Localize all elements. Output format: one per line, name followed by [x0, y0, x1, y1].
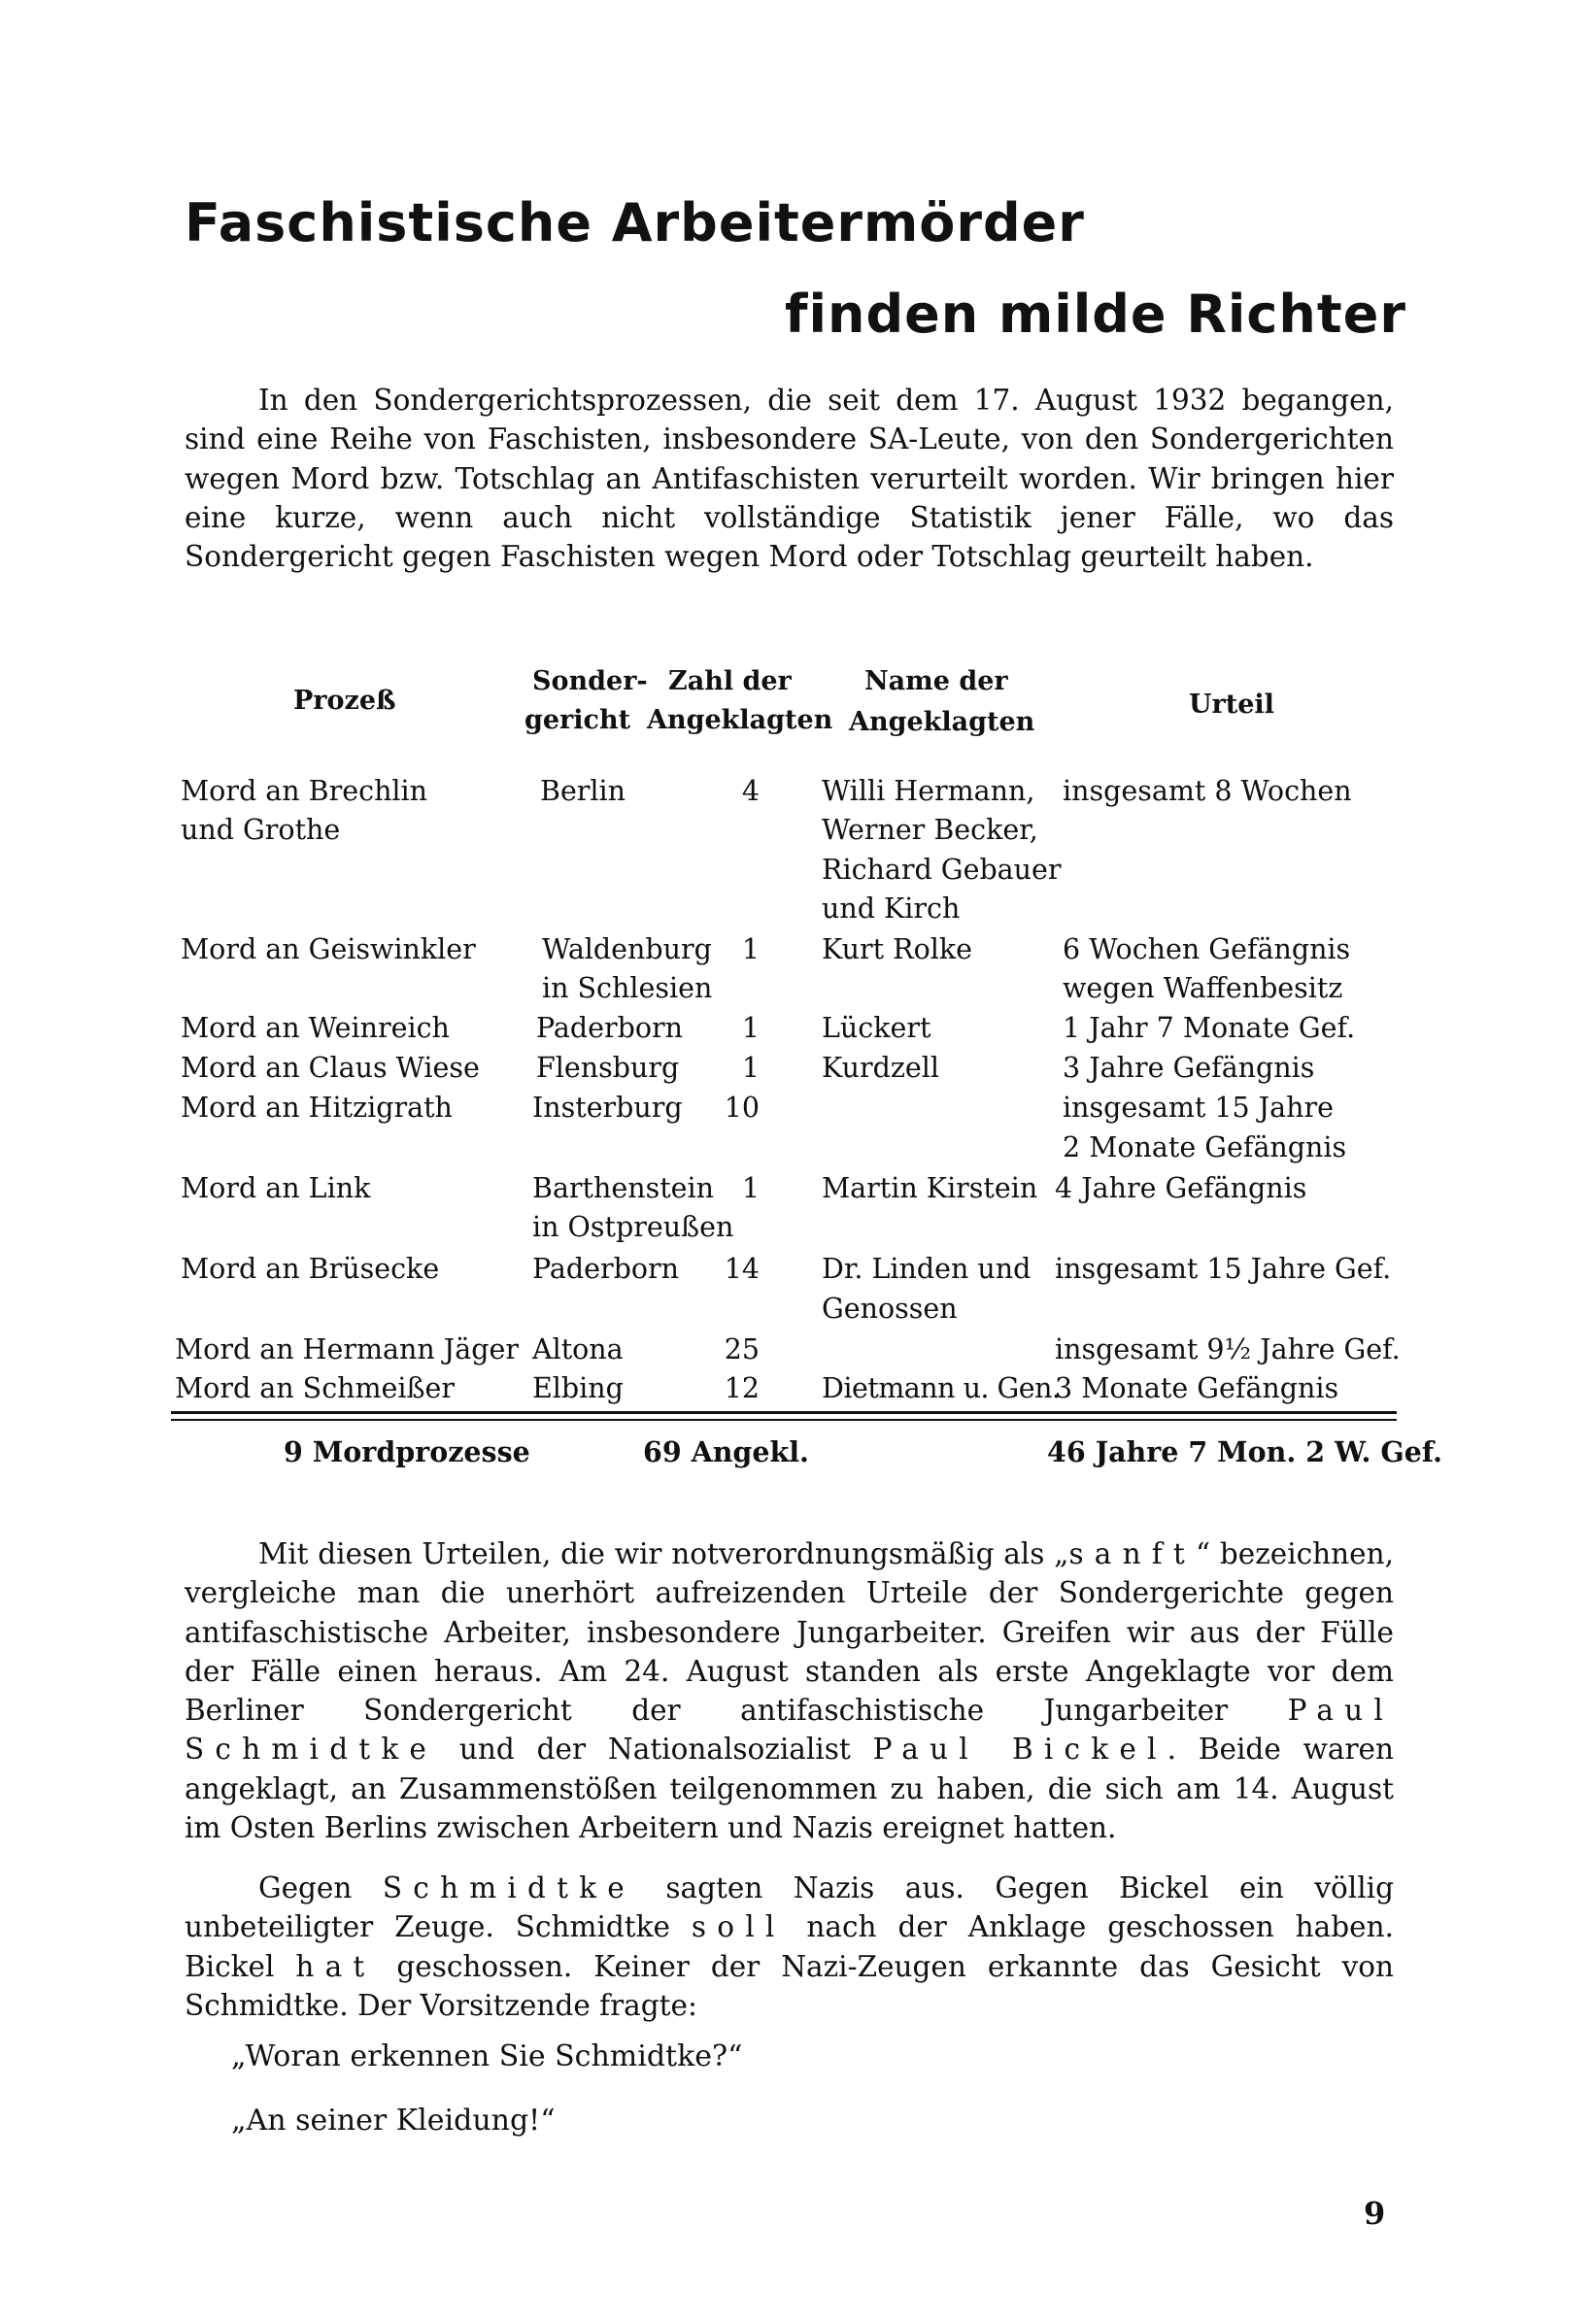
text-run: sagten Nazis aus. Gegen Bickel ein völlig unbeteiligter Zeuge. Schmidtke: [185, 1871, 1394, 1944]
spaced-text: hat: [295, 1949, 376, 1983]
quote-question: „Woran erkennen Sie Schmidtke?“: [231, 2039, 743, 2073]
table-cell: Dr. Linden und: [822, 1253, 1032, 1285]
heading-line-1: Faschistische Arbeitermörder: [185, 192, 1085, 253]
text-run: Gegen: [258, 1871, 383, 1904]
table-cell: 25: [724, 1333, 760, 1365]
table-cell: 14: [724, 1253, 760, 1285]
table-cell: insgesamt 15 Jahre Gef.: [1055, 1253, 1392, 1285]
table-cell: 3 Jahre Gefängnis: [1063, 1052, 1315, 1084]
table-cell: 4 Jahre Gefängnis: [1055, 1172, 1307, 1204]
total-angeklagte: 69 Angekl.: [643, 1435, 809, 1468]
text-run: . Beide waren angeklagt, an Zusammenstößen teilgenommen zu haben, die sich am 14. August im Osten Berlins zwischen Arbeitern und Nazis ereignet hatten.: [185, 1733, 1395, 1845]
table-cell: Mord an Link: [181, 1172, 371, 1204]
col-header-zahl-1: Zahl der: [668, 666, 792, 696]
table-cell: 1: [741, 933, 760, 965]
table-cell: Mord an Hermann Jäger: [175, 1333, 519, 1365]
table-rule: [171, 1419, 1397, 1421]
spaced-text: Paul Schmidtke: [185, 1694, 1394, 1767]
table-cell: Berlin: [540, 775, 626, 807]
table-cell: Waldenburg: [542, 933, 712, 965]
table-cell: Willi Hermann,: [822, 775, 1035, 807]
table-cell: Lückert: [822, 1012, 931, 1044]
table-cell: Kurdzell: [822, 1052, 939, 1084]
total-prozesse: 9 Mordprozesse: [284, 1435, 530, 1468]
table-cell: Mord an Claus Wiese: [181, 1052, 480, 1084]
table-cell: Flensburg: [536, 1052, 680, 1084]
spaced-text: sanft: [1068, 1537, 1197, 1570]
quote-answer: „An seiner Kleidung!“: [231, 2104, 556, 2138]
table-cell: insgesamt 15 Jahre: [1063, 1092, 1334, 1124]
table-cell: Richard Gebauer: [822, 854, 1062, 886]
col-header-urteil: Urteil: [1189, 690, 1274, 720]
page-number: 9: [1364, 2195, 1386, 2232]
table-cell: 1 Jahr 7 Monate Gef.: [1063, 1012, 1356, 1044]
text-run: “ bezeichnen, vergleiche man die unerhört aufreizenden Urteile der Sondergerichte gegen antifaschistische Arbeiter, insbesondere Jungarbeiter. Greifen wir aus der Fülle der Fälle einen heraus. Am 24. August standen als erste Angeklagte vor dem Berliner Sondergericht der antifaschistische Jungarbeiter: [185, 1537, 1394, 1728]
table-cell: Mord an Weinreich: [181, 1012, 450, 1044]
col-header-name-1: Name der: [864, 666, 1008, 696]
body-paragraph-2: [185, 1534, 1394, 1847]
table-cell: 1: [741, 1172, 760, 1204]
table-cell: 1: [741, 1052, 760, 1084]
col-header-gericht-2: gericht: [524, 705, 631, 735]
heading-line-2: finden milde Richter: [785, 284, 1406, 345]
table-cell: Dietmann u. Gen.: [822, 1372, 1061, 1404]
table-rule: [171, 1411, 1397, 1414]
text-run: Mit diesen Urteilen, die wir notverordnungsmäßig als „: [258, 1537, 1069, 1570]
table-cell: 4: [741, 775, 760, 807]
intro-paragraph: In den Sondergerichtsprozessen, die seit dem 17. August 1932 begangen, sind eine Reihe von Faschisten, insbesondere SA-Leute, von den Sondergerichten wegen Mord bzw. Totschlag an Antifaschisten verurteilt worden. Wir bringen hier eine kurze, wenn auch nicht vollständige Statistik jener Fälle, wo das Sondergericht gegen Faschisten wegen Mord oder Totschlag geurteilt haben.: [185, 384, 1394, 574]
table-cell: Kurt Rolke: [822, 933, 973, 965]
table-cell: und Kirch: [822, 893, 961, 925]
spaced-text: Schmidtke: [382, 1871, 635, 1904]
table-cell: insgesamt 8 Wochen: [1063, 775, 1352, 807]
table-cell: Genossen: [822, 1293, 958, 1325]
table-cell: Barthenstein: [532, 1172, 715, 1204]
table-cell: 3 Monate Gefängnis: [1055, 1372, 1339, 1404]
table-cell: Mord an Brüsecke: [181, 1253, 440, 1285]
table-cell: Mord an Schmeißer: [175, 1372, 456, 1404]
col-header-gericht-1: Sonder-: [532, 666, 648, 696]
table-cell: in Ostpreußen: [532, 1211, 734, 1243]
table-cell: Paderborn: [532, 1253, 680, 1285]
table-cell: und Grothe: [181, 814, 341, 846]
text-run: geschossen. Keiner der Nazi-Zeugen erkannte das Gesicht von Schmidtke. Der Vorsitzende fragte:: [185, 1949, 1394, 2022]
col-header-name-2: Angeklagten: [849, 707, 1035, 737]
col-header-prozess: Prozeß: [293, 686, 396, 716]
spaced-text: soll: [691, 1910, 786, 1944]
spaced-text: Paul Bickel: [872, 1733, 1167, 1767]
table-cell: 1: [741, 1012, 760, 1044]
body-paragraph-3: [185, 1869, 1394, 2025]
table-cell: 12: [724, 1372, 760, 1404]
table-cell: Werner Becker,: [822, 814, 1038, 846]
table-cell: Mord an Brechlin: [181, 775, 428, 807]
table-cell: Martin Kirstein: [822, 1172, 1038, 1204]
total-urteil: 46 Jahre 7 Mon. 2 W. Gef.: [1047, 1435, 1443, 1468]
col-header-zahl-2: Angeklagten: [647, 705, 833, 735]
table-cell: wegen Waffenbesitz: [1063, 972, 1343, 1004]
table-cell: Mord an Geiswinkler: [181, 933, 476, 965]
table-cell: 10: [724, 1092, 760, 1124]
table-cell: Altona: [532, 1333, 624, 1365]
table-cell: insgesamt 9½ Jahre Gef.: [1055, 1333, 1401, 1365]
table-cell: Insterburg: [532, 1092, 683, 1124]
table-cell: Paderborn: [536, 1012, 684, 1044]
text-run: und der Nationalsozialist: [437, 1733, 873, 1767]
table-cell: Mord an Hitzigrath: [181, 1092, 453, 1124]
table-cell: 2 Monate Gefängnis: [1063, 1131, 1347, 1163]
table-cell: 6 Wochen Gefängnis: [1063, 933, 1351, 965]
table-cell: in Schlesien: [542, 972, 713, 1004]
text-run: nach der Anklage geschossen haben. Bickel: [185, 1910, 1394, 1983]
table-cell: Elbing: [532, 1372, 624, 1404]
